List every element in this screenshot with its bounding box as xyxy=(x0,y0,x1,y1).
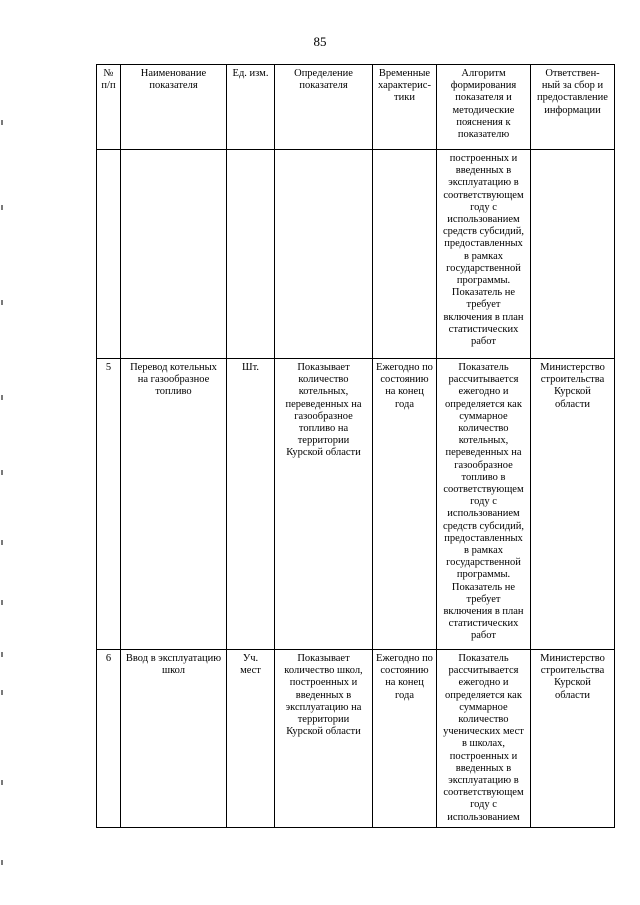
page-number: 85 xyxy=(313,34,327,49)
cell-responsible xyxy=(531,150,615,359)
cell-num xyxy=(97,150,121,359)
cell-num: 5 xyxy=(97,359,121,650)
cell-num: 6 xyxy=(97,650,121,828)
header-timing: Временные характерис- тики xyxy=(373,65,437,150)
cell-unit: Шт. xyxy=(227,359,275,650)
cell-responsible: Министерство строительства Курской области xyxy=(531,359,615,650)
cell-name: Перевод котельных на газообразное топливо xyxy=(121,359,227,650)
cell-responsible: Министерство строительства Курской области xyxy=(531,650,615,828)
cell-algorithm: построенных и введенных в эксплуатацию в соответствующем году с использованием средств субсидий, предоставленных в рамках государственной программы. Показатель не требует включения в план статистических работ xyxy=(437,150,531,359)
cell-unit xyxy=(227,150,275,359)
header-responsible: Ответствен- ный за сбор и предоставление информации xyxy=(531,65,615,150)
header-definition: Определение показателя xyxy=(275,65,373,150)
scan-margin-marks xyxy=(0,0,4,905)
header-unit: Ед. изм. xyxy=(227,65,275,150)
header-name: Наименование показателя xyxy=(121,65,227,150)
cell-unit: Уч. мест xyxy=(227,650,275,828)
cell-timing: Ежегодно по состоянию на конец года xyxy=(373,650,437,828)
cell-name xyxy=(121,150,227,359)
cell-algorithm: Показатель рассчитывается ежегодно и определяется как суммарное количество котельных, переведенных на газообразное топливо в соответствующем году с использованием средств субсидий, предоставленных в рамках государственной программы. Показатель не требует включения в план статистических работ xyxy=(437,359,531,650)
table-row xyxy=(97,150,615,359)
cell-definition: Показывает количество котельных, переведенных на газообразное топливо на территории Курской области xyxy=(275,359,373,650)
cell-algorithm: Показатель рассчитывается ежегодно и определяется как суммарное количество ученических мест в школах, построенных и введенных в эксплуатацию в соответствующем году с использованием xyxy=(437,650,531,828)
cell-definition xyxy=(275,150,373,359)
cell-timing xyxy=(373,150,437,359)
indicators-table xyxy=(96,64,615,828)
table-row xyxy=(97,650,615,828)
cell-timing: Ежегодно по состоянию на конец года xyxy=(373,359,437,650)
table-header-row xyxy=(97,65,615,150)
header-algorithm: Алгоритм формирования показателя и методические пояснения к показателю xyxy=(437,65,531,150)
cell-definition: Показывает количество школ, построенных и введенных в эксплуатацию на территории Курской области xyxy=(275,650,373,828)
header-num: № п/п xyxy=(97,65,121,150)
cell-name: Ввод в эксплуатацию школ xyxy=(121,650,227,828)
table-row xyxy=(97,359,615,650)
